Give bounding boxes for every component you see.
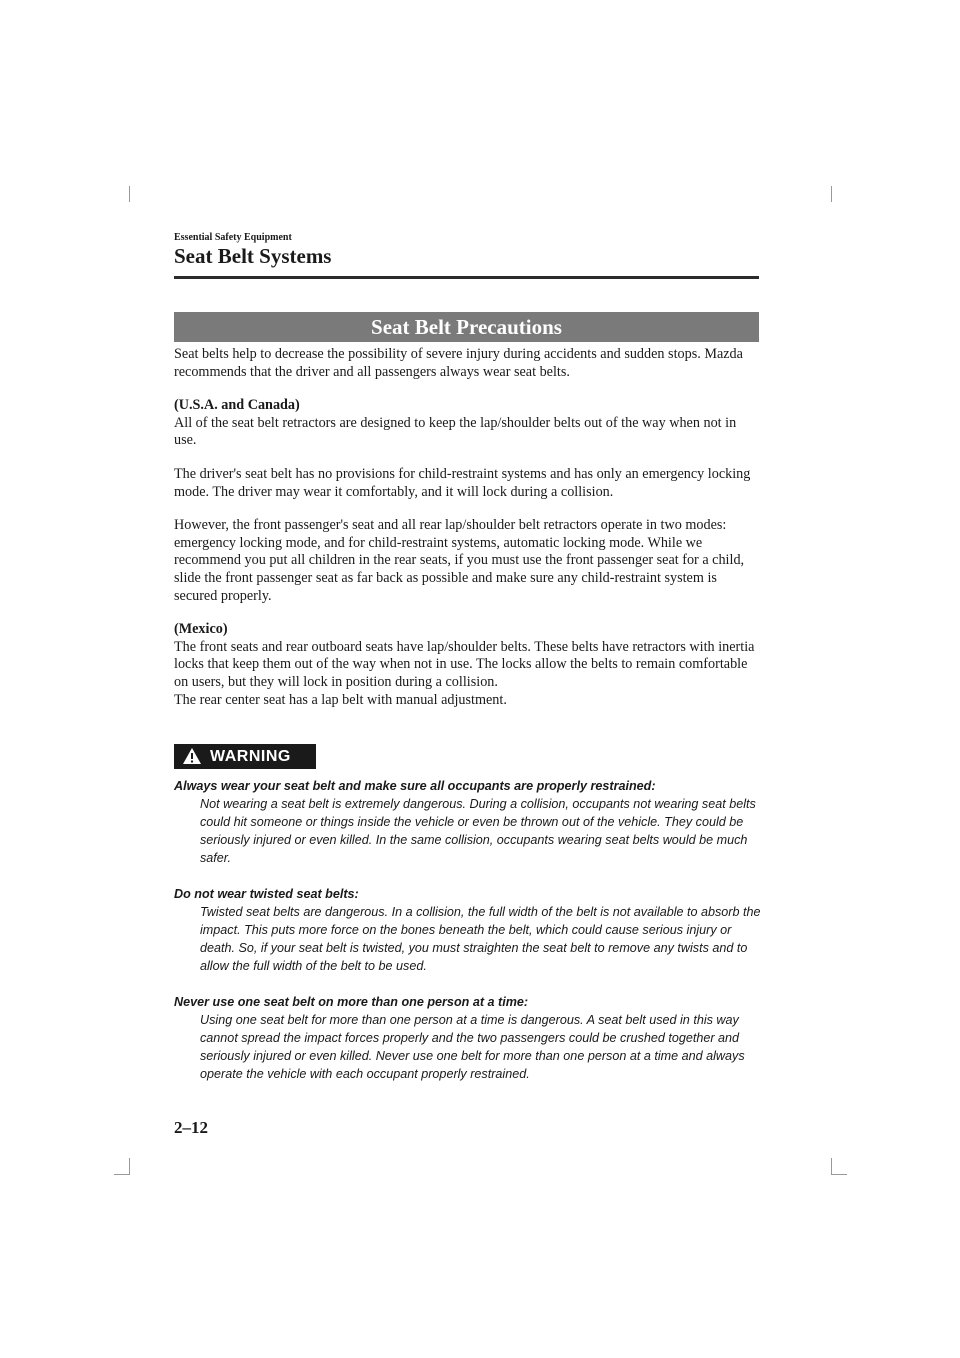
intro-paragraph: Seat belts help to decrease the possibility of severe injury during accidents and sudden stops. Mazda recommends that the driver and all passengers always wear seat belts.	[174, 346, 743, 380]
section-banner: Seat Belt Precautions	[174, 312, 759, 342]
warning-item-heading: Do not wear twisted seat belts:	[174, 887, 359, 901]
warning-label: WARNING	[210, 748, 291, 765]
mexico-body-1: The front seats and rear outboard seats have lap/shoulder belts. These belts have retractors with inertia locks that keep them out of the way when not in use. The locks allow the belts to remain comfortable on users, but they will lock in position during a collision.	[174, 638, 755, 690]
crop-mark	[129, 186, 130, 202]
warning-triangle-icon	[182, 747, 202, 765]
mexico-paragraph	[174, 621, 762, 709]
warning-list	[174, 777, 764, 1101]
crop-mark	[831, 1158, 832, 1174]
warning-item-heading: Always wear your seat belt and make sure all occupants are properly restrained:	[174, 779, 656, 793]
usa-heading: (U.S.A. and Canada)	[174, 397, 300, 414]
header-divider	[174, 276, 759, 279]
mexico-heading: (Mexico)	[174, 621, 228, 638]
crop-mark	[114, 1174, 130, 1175]
crop-mark	[831, 186, 832, 202]
usa-paragraph	[174, 397, 762, 450]
mexico-body-2: The rear center seat has a lap belt with manual adjustment.	[174, 691, 507, 708]
body-text	[174, 346, 762, 725]
crop-mark	[831, 1174, 847, 1175]
crop-mark	[129, 1158, 130, 1174]
page-title: Seat Belt Systems	[174, 244, 332, 268]
driver-paragraph: The driver's seat belt has no provisions for child-restraint systems and has only an emergency locking mode. The driver may wear it comfortably, and it will lock during a collision.	[174, 465, 751, 500]
warning-item	[174, 885, 764, 975]
warning-item	[174, 993, 764, 1083]
section-label: Essential Safety Equipment	[174, 232, 292, 243]
warning-item-body: Twisted seat belts are dangerous. In a collision, the full width of the belt is not available to absorb the impact. This puts more force on the bones beneath the belt, which could cause serious injury or death. So, if your seat belt is twisted, you must straighten the seat belt to remove any twists and to allow the full width of the belt to be used.	[200, 905, 761, 973]
page-number: 2–12	[174, 1118, 208, 1137]
warning-badge	[174, 744, 316, 769]
warning-item-body: Not wearing a seat belt is extremely dangerous. During a collision, occupants not wearing seat belts could hit someone or things inside the vehicle or even be thrown out of the vehicle. They could be seriously injured or even killed. In the same collision, occupants wearing seat belts would be much safer.	[200, 797, 756, 865]
warning-item-heading: Never use one seat belt on more than one person at a time:	[174, 995, 529, 1009]
warning-item	[174, 777, 764, 867]
front-passenger-paragraph: However, the front passenger's seat and all rear lap/shoulder belt retractors operate in two modes: emergency locking mode, and for child-restraint systems, automatic locking mode. While we recommend you put all children in the rear seats, if you must use the front passenger seat for a child, slide the front passenger seat as far back as possible and make sure any child-restraint system is secured properly.	[174, 517, 745, 604]
warning-item-body: Using one seat belt for more than one person at a time is dangerous. A seat belt used in this way cannot spread the impact forces properly and the two passengers could be crushed together and seriously injured or even killed. Never use one belt for more than one person at a time and always operate the vehicle with each occupant properly restrained.	[200, 1013, 745, 1081]
usa-body: All of the seat belt retractors are designed to keep the lap/shoulder belts out of the way when not in use.	[174, 414, 737, 449]
